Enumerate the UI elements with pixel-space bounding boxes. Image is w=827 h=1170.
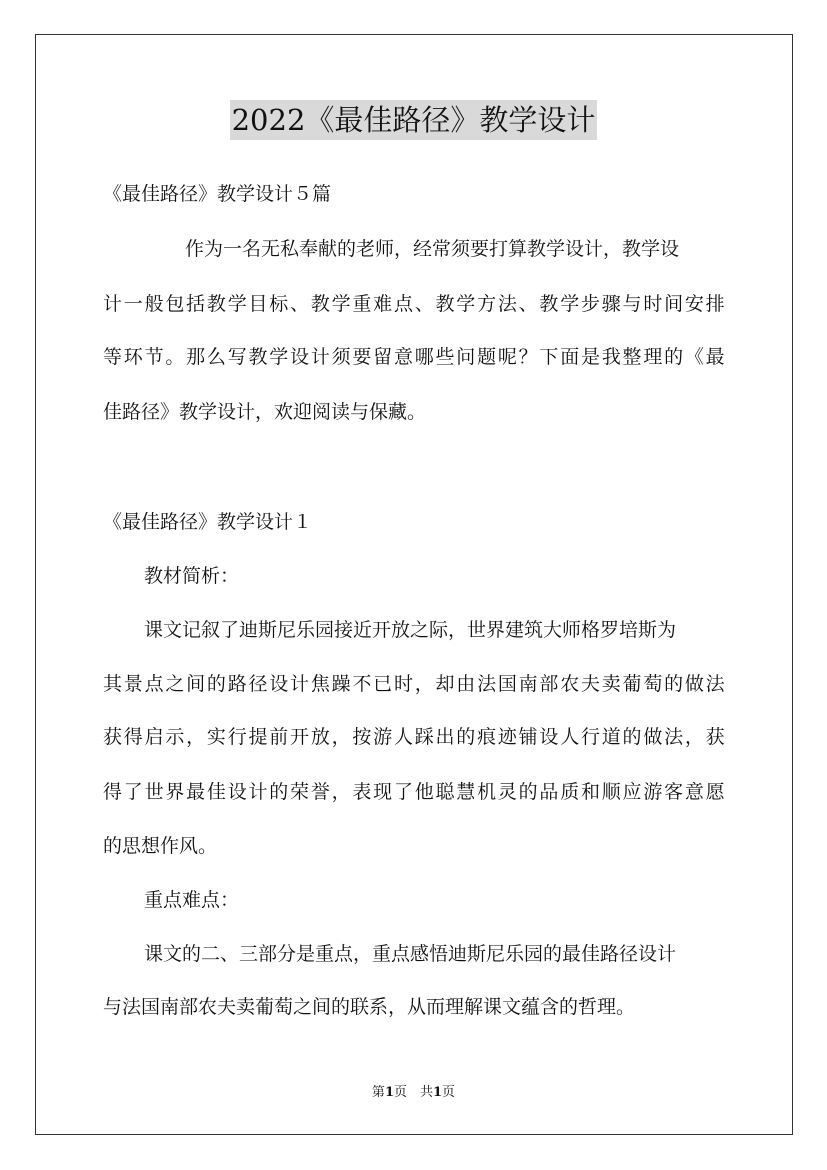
- textbook-line-3: 获 得 启 示 ， 实 行 提 前 开 放 ， 按 游 人 踩 出 的 痕 迹 铺 设 人 行 道 的 做 法 ， 获: [103, 726, 725, 748]
- title-wrap: [0, 100, 827, 140]
- footer-total-pages: 1: [433, 1085, 443, 1100]
- footer-prefix: 第: [371, 1085, 385, 1100]
- intro-line-2: 计 一 般 包 括 教 学 目 标 、 教 学 重 难 点 、 教 学 方 法 、 教 学 步 骤 与 时 间 安 排: [103, 293, 725, 315]
- key-line-2: 与法国南部农夫卖葡萄之间的联系，从而理解课文蕴含的哲理。: [103, 996, 636, 1018]
- footer-mid: 页 共: [393, 1085, 433, 1100]
- intro-line-1: 作为一名无私奉献的老师，经常须要打算教学设计，教学设: [185, 238, 680, 260]
- key-line-1: 课文的二、三部分是重点，重点感悟迪斯尼乐园的最佳路径设计: [144, 943, 677, 965]
- document-title: 2022《最佳路径》教学设计: [230, 100, 598, 140]
- subtitle: 《最佳路径》教学设计５篇: [103, 183, 332, 205]
- textbook-line-4: 得 了 世 界 最 佳 设 计 的 荣 誉 ， 表 现 了 他 聪 慧 机 灵 的 品 质 和 顺 应 游 客 意 愿: [103, 781, 725, 803]
- textbook-line-5: 的思想作风。: [103, 835, 218, 857]
- intro-line-3: 等 环 节 。 那 么 写 教 学 设 计 须 要 留 意 哪 些 问 题 呢 ？ 下 面 是 我 整 理 的 《 最: [103, 346, 725, 368]
- textbook-line-2: 其 景 点 之 间 的 路 径 设 计 焦 躁 不 已 时 ， 却 由 法 国 南 部 农 夫 卖 葡 萄 的 做 法: [103, 673, 725, 695]
- footer-suffix: 页: [442, 1085, 456, 1100]
- textbook-label: 教材简析：: [144, 565, 240, 587]
- page-footer: [0, 1084, 827, 1102]
- footer-page-number: 1: [384, 1085, 394, 1100]
- section1-heading: 《最佳路径》教学设计１: [103, 511, 313, 533]
- key-label: 重点难点：: [144, 889, 240, 911]
- textbook-line-1: 课文记叙了迪斯尼乐园接近开放之际，世界建筑大师格罗培斯为: [144, 619, 677, 641]
- intro-line-4: 佳路径》教学设计，欢迎阅读与保藏。: [103, 401, 427, 423]
